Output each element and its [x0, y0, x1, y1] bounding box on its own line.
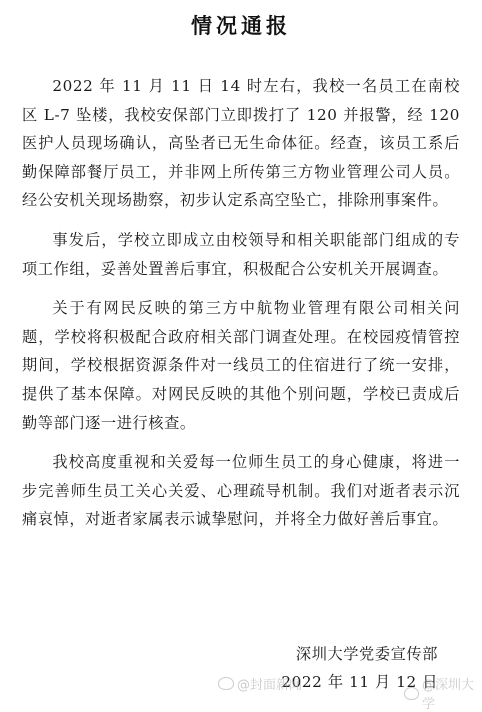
paragraph-response: 事发后，学校立即成立由校领导和相关职能部门组成的专项工作组，妥善处置善后事宜，积极配合公安机关开展调查。: [22, 230, 460, 278]
watermark-left-text: @封面新闻: [237, 678, 303, 693]
paragraph-property-issue: 关于有网民反映的第三方中航物业管理有限公司相关问题，学校将积极配合政府相关部门调查处理。在校园疫情管控期间，学校根据资源条件对一线员工的住宿进行了统一安排，提供了基本保障。对网民反映的其他个别问题，学校已责成后勤等部门逐一进行核查。: [22, 299, 460, 432]
weibo-icon: [404, 687, 419, 700]
weibo-icon: [218, 677, 234, 690]
watermark-right-text: @深圳大学: [421, 678, 474, 712]
paragraph-incident: 2022 年 11 月 11 日 14 时左右，我校一名员工在南校区 L-7 坠楼，我校安保部门立即拨打了 120 并报警，经 120 医护人员现场确认，高坠者已无生命体征。经查，该员工系后勤保障部餐厅员工，并非网上所传第三方物业管理公司人员。经公安机关现场勘察，初步认定系高空坠亡，排除刑事案件。: [22, 77, 460, 210]
signature-date: 2022 年 11 月 12 日: [281, 673, 438, 691]
watermark-left: [218, 674, 302, 693]
signature-org: 深圳大学党委宣传部: [295, 645, 438, 663]
paragraph-care: 我校高度重视和关爱每一位师生员工的身心健康，将进一步完善师生员工关心关爱、心理疏导机制。我们对逝者表示沉痛哀悼，对逝者家属表示诚挚慰问，并将全力做好善后事宜。: [22, 453, 460, 529]
watermark-right: [404, 674, 482, 712]
report-body: [22, 72, 460, 545]
page-title: 情况通报: [191, 14, 291, 38]
